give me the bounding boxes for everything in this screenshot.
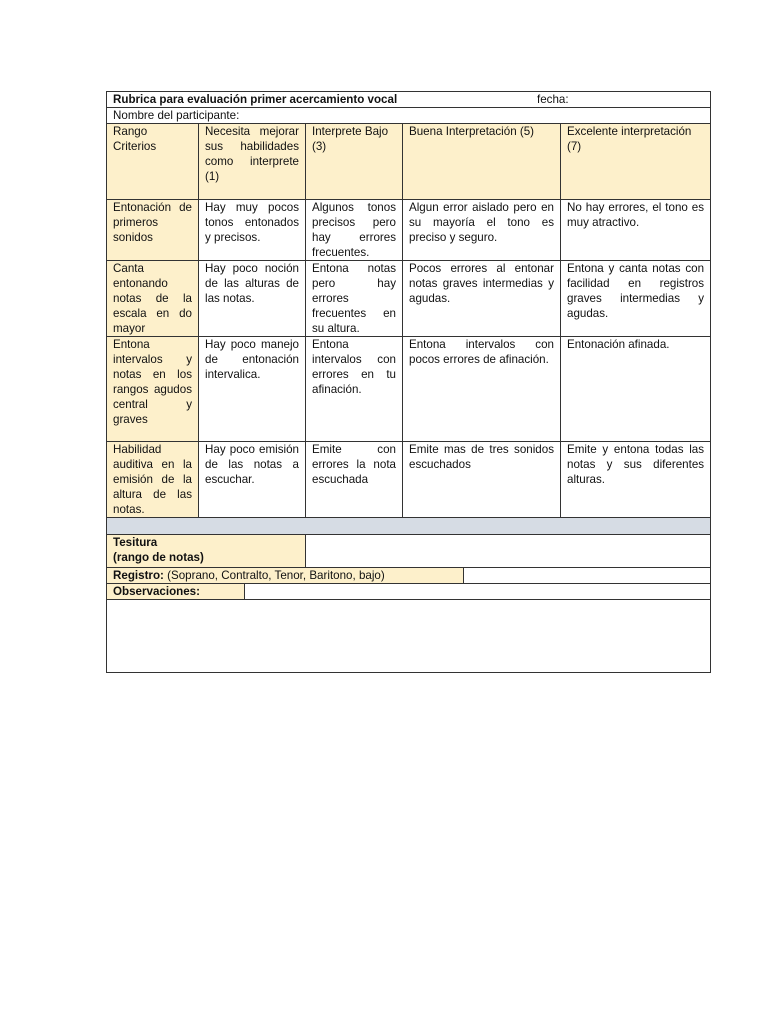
criterion-label: Canta entonando notas de la escala en do mayor bbox=[107, 261, 199, 337]
header-rango-criterios bbox=[107, 124, 199, 200]
registro-row bbox=[107, 568, 711, 584]
criterion-label: Entonación de primeros sonidos bbox=[107, 200, 199, 261]
rubric-cell: Entona y canta notas con facilidad en registros graves intermedias y agudas. bbox=[561, 261, 711, 337]
rubric-cell: Emite y entona todas las notas y sus diferentes alturas. bbox=[561, 442, 711, 518]
separator-row bbox=[107, 518, 711, 535]
registro-label: Registro: bbox=[113, 569, 164, 582]
observaciones-cell bbox=[107, 584, 711, 600]
rubric-table bbox=[106, 91, 711, 673]
observaciones-label: Observaciones: bbox=[113, 585, 200, 598]
header-level-5: Buena Interpretación (5) bbox=[403, 124, 561, 200]
header-level-3: Interprete Bajo (3) bbox=[306, 124, 403, 200]
criterion-row bbox=[107, 261, 711, 337]
registro-label-block bbox=[107, 568, 464, 583]
rubric-cell: Pocos errores al entonar notas graves intermedias y agudas. bbox=[403, 261, 561, 337]
rubric-cell: Entona notas pero hay errores frecuentes en su altura. bbox=[306, 261, 403, 337]
participant-label: Nombre del participante: bbox=[107, 108, 711, 124]
rubric-cell: Entona intervalos con errores en tu afinación. bbox=[306, 337, 403, 442]
title-cell bbox=[107, 92, 711, 108]
registro-cell bbox=[107, 568, 711, 584]
tesitura-label: Tesitura bbox=[113, 536, 158, 549]
tesitura-label-cell bbox=[107, 535, 306, 568]
rubric-cell: Emite con errores la nota escuchada bbox=[306, 442, 403, 518]
fecha-label: fecha: bbox=[537, 93, 569, 106]
observaciones-body-row bbox=[107, 600, 711, 673]
registro-options: (Soprano, Contralto, Tenor, Baritono, bajo) bbox=[163, 569, 385, 582]
rubric-cell: Algunos tonos precisos pero hay errores frecuentes. bbox=[306, 200, 403, 261]
observaciones-inline-field bbox=[245, 584, 710, 599]
separator-bar bbox=[107, 518, 711, 535]
registro-value-field bbox=[464, 568, 710, 583]
participant-row bbox=[107, 108, 711, 124]
tesitura-value-field bbox=[306, 535, 711, 568]
title-row bbox=[107, 92, 711, 108]
criterion-label: Habilidad auditiva en la emisión de la altura de las notas. bbox=[107, 442, 199, 518]
header-row bbox=[107, 124, 711, 200]
header-level-1: Necesita mejorar sus habilidades como interprete (1) bbox=[199, 124, 306, 200]
header-criterios: Criterios bbox=[113, 140, 157, 153]
rubric-cell: Hay poco noción de las alturas de las notas. bbox=[199, 261, 306, 337]
criterion-label: Entona intervalos y notas en los rangos agudos central y graves bbox=[107, 337, 199, 442]
rubric-cell: Hay poco manejo de entonación intervalica. bbox=[199, 337, 306, 442]
rubric-cell: Entonación afinada. bbox=[561, 337, 711, 442]
criterion-row bbox=[107, 337, 711, 442]
observaciones-body bbox=[107, 600, 711, 673]
rubric-title: Rubrica para evaluación primer acercamiento vocal bbox=[113, 93, 398, 106]
criterion-row bbox=[107, 200, 711, 261]
rubric-cell: Hay muy pocos tonos entonados y precisos. bbox=[199, 200, 306, 261]
tesitura-sublabel: (rango de notas) bbox=[113, 551, 204, 564]
rubric-cell: Algun error aislado pero en su mayoría el tono es preciso y seguro. bbox=[403, 200, 561, 261]
rubric-cell: Hay poco emisión de las notas a escuchar. bbox=[199, 442, 306, 518]
rubric-cell: No hay errores, el tono es muy atractivo. bbox=[561, 200, 711, 261]
header-level-7: Excelente interpretación (7) bbox=[561, 124, 711, 200]
rubric-cell: Entona intervalos con pocos errores de afinación. bbox=[403, 337, 561, 442]
observaciones-row bbox=[107, 584, 711, 600]
tesitura-row bbox=[107, 535, 711, 568]
criterion-row bbox=[107, 442, 711, 518]
rubric-cell: Emite mas de tres sonidos escuchados bbox=[403, 442, 561, 518]
header-rango: Rango bbox=[113, 125, 148, 138]
observaciones-label-block bbox=[107, 584, 245, 599]
